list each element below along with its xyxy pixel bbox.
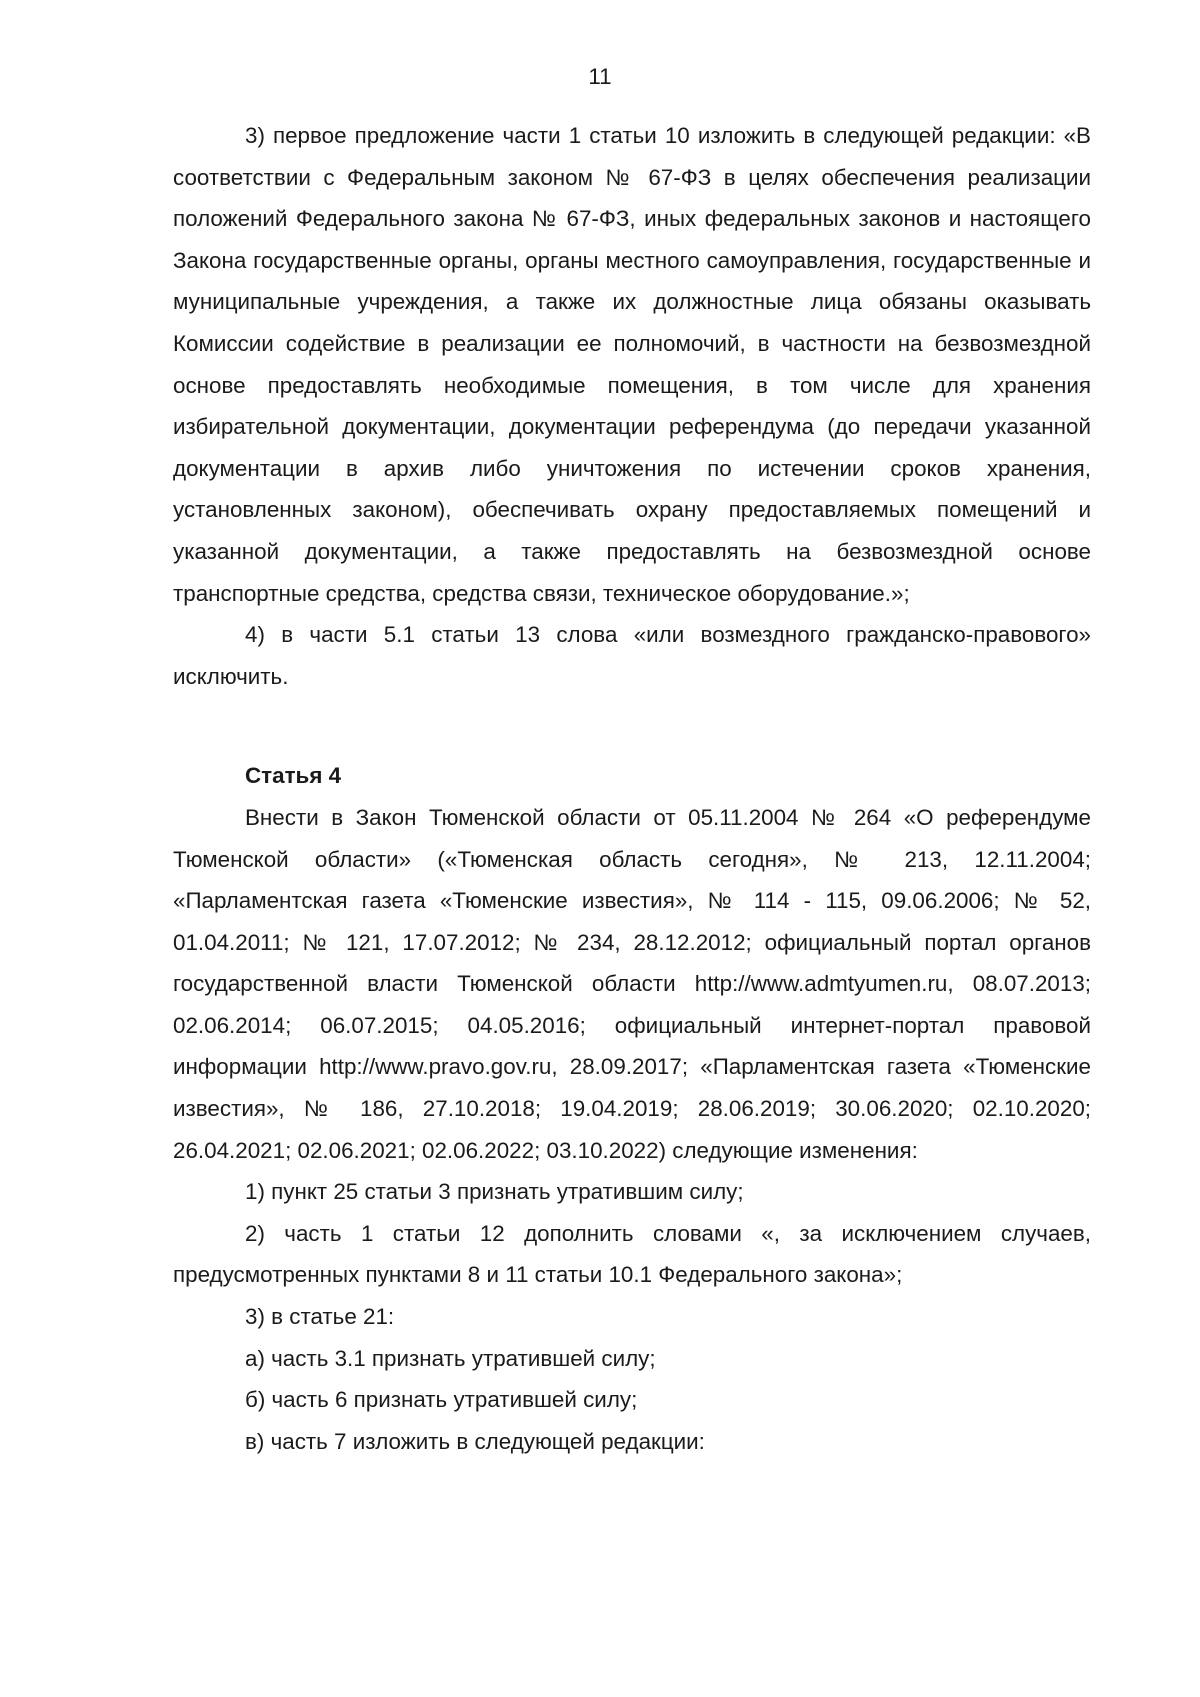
- article-heading: Статья 4: [245, 763, 342, 789]
- paragraph-amendment-intro: Внести в Закон Тюменской области от 05.11.2004 № 264 «О референдуме Тюменской области» («Тюменская область сегодня», № 213, 12.11.2004; «Парламентская газета «Тюменские известия», № 114 - 115, 09.06.2006; № 52, 01.04.2011; № 121, 17.07.2012; № 234, 28.12.2012; официальный портал органов государственной власти Тюменской области http://www.admtyumen.ru, 08.07.2013; 02.06.2014; 06.07.2015; 04.05.2016; официальный интернет-портал правовой информации http://www.pravo.gov.ru, 28.09.2017; «Парламентская газета «Тюменские известия», № 186, 27.10.2018; 19.04.2019; 28.06.2019; 30.06.2020; 02.10.2020; 26.04.2021; 02.06.2021; 02.06.2022; 03.10.2022) следующие изменения:: [173, 804, 1091, 1163]
- paragraph-subitem-v: в) часть 7 изложить в следующей редакции:: [245, 1428, 705, 1454]
- paragraph-item-3: 3) в статье 21:: [245, 1304, 395, 1330]
- paragraph-item-1: 1) пункт 25 статьи 3 признать утратившим силу;: [245, 1179, 744, 1205]
- paragraph-item-4-article-13: 4) в части 5.1 статьи 13 слова «или возмездного гражданско-правового» исключить.: [173, 622, 1091, 689]
- paragraph-subitem-a: а) часть 3.1 признать утратившей силу;: [245, 1345, 656, 1371]
- paragraph-item-3-article-10: 3) первое предложение части 1 статьи 10 изложить в следующей редакции: «В соответствии с Федеральным законом № 67-ФЗ в целях обеспечения реализации положений Федерального закона № 67-ФЗ, иных федеральных законов и настоящего Закона государственные органы, органы местного самоуправления, государственные и муниципальные учреждения, а также их должностные лица обязаны оказывать Комиссии содействие в реализации ее полномочий, в частности на безвозмездной основе предоставлять необходимые помещения, в том числе для хранения избирательной документации, документации референдума (до передачи указанной документации в архив либо уничтожения по истечении сроков хранения, установленных законом), обеспечивать охрану предоставляемых помещений и указанной документации, а также предоставлять на безвозмездной основе транспортные средства, средства связи, техническое оборудование.»;: [173, 123, 1091, 606]
- document-body: [173, 115, 1091, 1462]
- paragraph-subitem-b: б) часть 6 признать утратившей силу;: [245, 1387, 638, 1413]
- paragraph-item-2: 2) часть 1 статьи 12 дополнить словами «, за исключением случаев, предусмотренных пунктами 8 и 11 статьи 10.1 Федерального закона»;: [173, 1220, 1091, 1288]
- page-number: 11: [588, 64, 612, 89]
